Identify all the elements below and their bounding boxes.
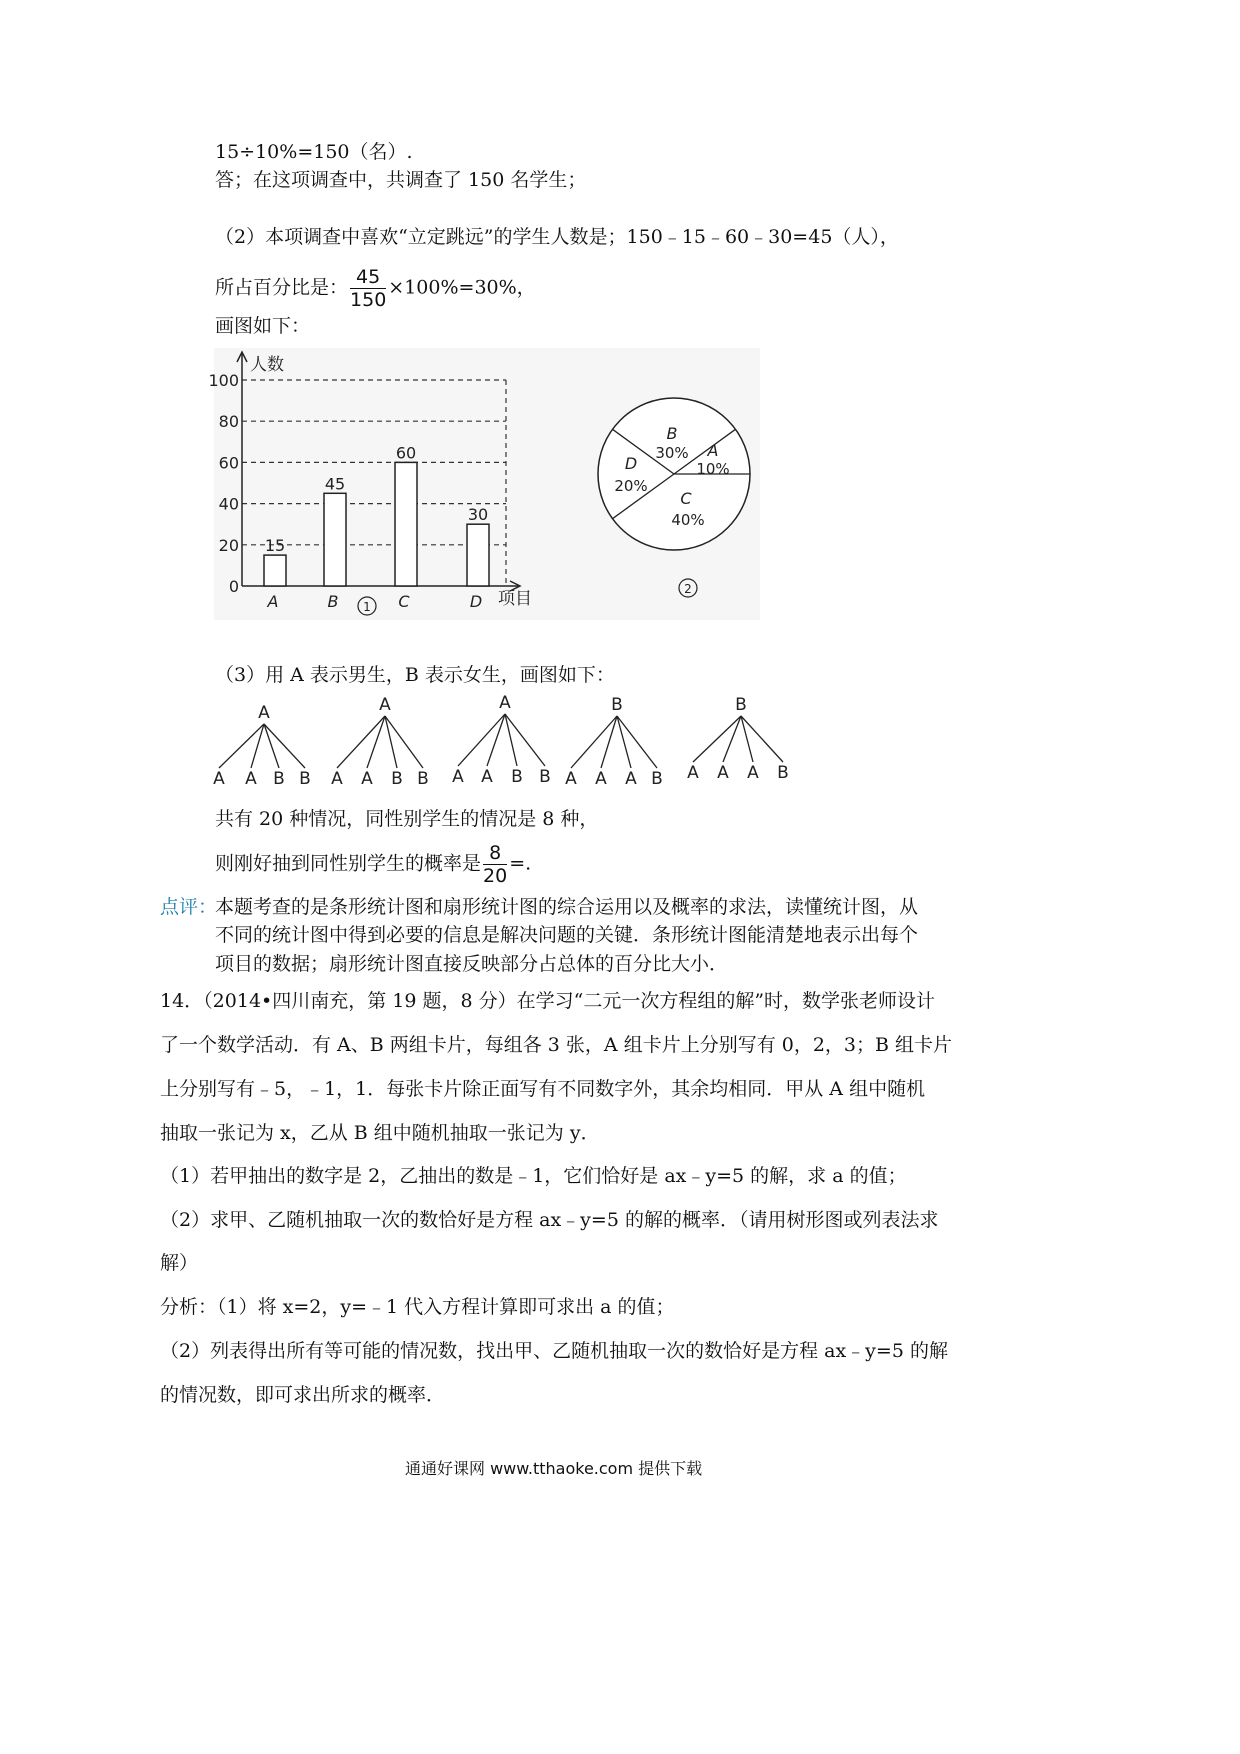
pie-slice-value: 40% xyxy=(671,511,705,529)
tree-leaf: B xyxy=(777,763,789,783)
tree-leaf: B xyxy=(511,767,523,787)
tree-leaf: B xyxy=(651,769,663,789)
part2-line: （2）本项调查中喜欢“立定跳远”的学生人数是；150﹣15﹣60﹣30=45（人）， xyxy=(215,226,899,248)
question-14-part-2a: （2）求甲、乙随机抽取一次的数恰好是方程 ax﹣y=5 的解的概率．（请用树形图或列表法求 xyxy=(160,1209,939,1231)
part2-percent-suffix: ×100%=30%， xyxy=(388,276,536,299)
tree-leaf: B xyxy=(273,769,285,789)
answer-total: 答；在这项调查中，共调查了 150 名学生； xyxy=(215,169,587,191)
part2-percent-prefix: 所占百分比是： xyxy=(215,276,349,299)
probability-suffix: =. xyxy=(509,852,532,875)
tree-root: A xyxy=(499,693,511,713)
pie-slice-label: D xyxy=(624,454,638,473)
pie-slice-label: B xyxy=(666,424,678,443)
bar-value-label: 30 xyxy=(467,505,489,525)
bar-value-label: 15 xyxy=(264,536,286,556)
analysis-line-1: 分析：（1）将 x=2，y=﹣1 代入方程计算即可求出 a 的值； xyxy=(160,1296,675,1318)
bar-value-label: 60 xyxy=(395,443,417,463)
probability-fraction xyxy=(483,842,507,887)
tree-leaf: A xyxy=(213,769,225,789)
tree-branch xyxy=(264,724,305,768)
question-14-part-1: （1）若甲抽出的数字是 2，乙抽出的数是﹣1，它们恰好是 ax﹣y=5 的解，求 a 的值； xyxy=(160,1165,907,1187)
bar-c xyxy=(395,462,417,586)
tree-branch xyxy=(337,716,385,768)
tree-root: B xyxy=(611,695,623,715)
comment-line-2: 不同的统计图中得到必要的信息是解决问题的关键．条形统计图能清楚地表示出每个 xyxy=(215,924,919,946)
comment-line-1: 本题考查的是条形统计图和扇形统计图的综合运用以及概率的求法，读懂统计图，从 xyxy=(215,896,919,918)
tree-leaf: A xyxy=(717,763,729,783)
question-14-part-2b: 解） xyxy=(160,1252,199,1274)
page-footer: 通通好课网 www.tthaoke.com 提供下载 xyxy=(405,1459,703,1478)
tree-branch xyxy=(693,716,741,762)
tree-2 xyxy=(331,695,429,789)
x-tick-label: C xyxy=(398,592,410,611)
x-tick-label: D xyxy=(469,592,483,611)
comment-label: 点评： xyxy=(160,896,218,918)
tree-branch xyxy=(617,716,657,768)
y-tick-label: 40 xyxy=(218,494,239,514)
bar-b xyxy=(324,493,346,586)
tree-leaf: A xyxy=(747,763,759,783)
fraction-denominator: 150 xyxy=(350,289,387,311)
y-tick-label: 60 xyxy=(218,453,239,473)
comment-line-3: 项目的数据；扇形统计图直接反映部分占总体的百分比大小． xyxy=(215,953,729,975)
tree-leaf: B xyxy=(299,769,311,789)
cases-line: 共有 20 种情况，同性别学生的情况是 8 种， xyxy=(215,808,599,830)
tree-root: A xyxy=(379,695,391,715)
tree-leaf: A xyxy=(625,769,637,789)
part3-line: （3）用 A 表示男生，B 表示女生，画图如下： xyxy=(215,664,615,686)
tree-branch xyxy=(264,724,279,768)
tree-diagrams xyxy=(205,692,805,798)
tree-leaf: A xyxy=(595,769,607,789)
bar-a xyxy=(264,555,286,586)
tree-3 xyxy=(452,693,551,787)
draw-label: 画图如下： xyxy=(215,315,311,337)
question-14-line-4: 抽取一张记为 x，乙从 B 组中随机抽取一张记为 y． xyxy=(160,1122,600,1144)
y-tick-label: 20 xyxy=(218,535,239,555)
tree-leaf: A xyxy=(481,767,493,787)
tree-1 xyxy=(213,703,311,789)
tree-branch xyxy=(367,716,385,768)
x-tick-label: B xyxy=(327,592,339,611)
tree-leaf: A xyxy=(245,769,257,789)
tree-leaf: B xyxy=(391,769,403,789)
y-tick-label: 80 xyxy=(218,412,239,432)
bar-value-label: 45 xyxy=(324,474,346,494)
statistics-figure xyxy=(208,348,760,620)
y-axis-label: 人数 xyxy=(250,355,284,375)
tree-leaf: B xyxy=(417,769,429,789)
tree-leaf: A xyxy=(361,769,373,789)
chart-caption: 1 xyxy=(363,600,371,614)
tree-leaf: A xyxy=(687,763,699,783)
tree-5 xyxy=(687,695,789,783)
calc-total: 15÷10%=150（名）. xyxy=(215,141,413,163)
tree-branch xyxy=(458,714,505,766)
tree-leaf: B xyxy=(539,767,551,787)
analysis-line-3: 的情况数，即可求出所求的概率． xyxy=(160,1384,446,1406)
tree-branch xyxy=(601,716,617,768)
probability-line xyxy=(215,842,531,887)
pie-slice-value: 30% xyxy=(655,444,689,462)
fraction-numerator: 45 xyxy=(350,266,386,289)
fraction-numerator: 8 xyxy=(483,842,507,865)
tree-branch xyxy=(723,716,741,762)
question-14-line-1: 14．（2014•四川南充，第 19 题，8 分）在学习“二元一次方程组的解”时，数学张老师设计 xyxy=(160,990,936,1012)
x-tick-label: A xyxy=(267,592,279,611)
part2-percent xyxy=(215,266,536,311)
tree-branch xyxy=(571,716,617,768)
tree-branch xyxy=(487,714,505,766)
x-axis-label: 项目 xyxy=(498,589,532,609)
probability-prefix: 则刚好抽到同性别学生的概率是 xyxy=(215,852,482,875)
tree-4 xyxy=(565,695,663,789)
fraction-denominator: 20 xyxy=(483,865,508,887)
pie-slice-label: A xyxy=(707,441,719,460)
y-tick-label: 100 xyxy=(208,371,239,390)
y-tick-label: 0 xyxy=(228,577,239,596)
pie-slice-value: 10% xyxy=(696,460,730,478)
pie-slice-value: 20% xyxy=(614,477,648,495)
tree-leaf: A xyxy=(331,769,343,789)
part2-fraction xyxy=(350,266,386,311)
tree-leaf: A xyxy=(565,769,577,789)
question-14-line-2: 了一个数学活动．有 A、B 两组卡片，每组各 3 张，A 组卡片上分别写有 0，2，3；B 组卡片 xyxy=(160,1034,952,1056)
bar-d xyxy=(467,524,489,586)
tree-root: B xyxy=(735,695,747,715)
tree-leaf: A xyxy=(452,767,464,787)
question-14-line-3: 上分别写有﹣5，﹣1，1．每张卡片除正面写有不同数字外，其余均相同．甲从 A 组中随机 xyxy=(160,1078,926,1100)
pie-slice-label: C xyxy=(680,489,692,508)
tree-branch xyxy=(617,716,631,768)
chart-caption: 2 xyxy=(684,582,692,596)
analysis-line-2: （2）列表得出所有等可能的情况数，找出甲、乙随机抽取一次的数恰好是方程 ax﹣y=5 的解 xyxy=(160,1340,948,1362)
tree-root: A xyxy=(258,703,270,723)
